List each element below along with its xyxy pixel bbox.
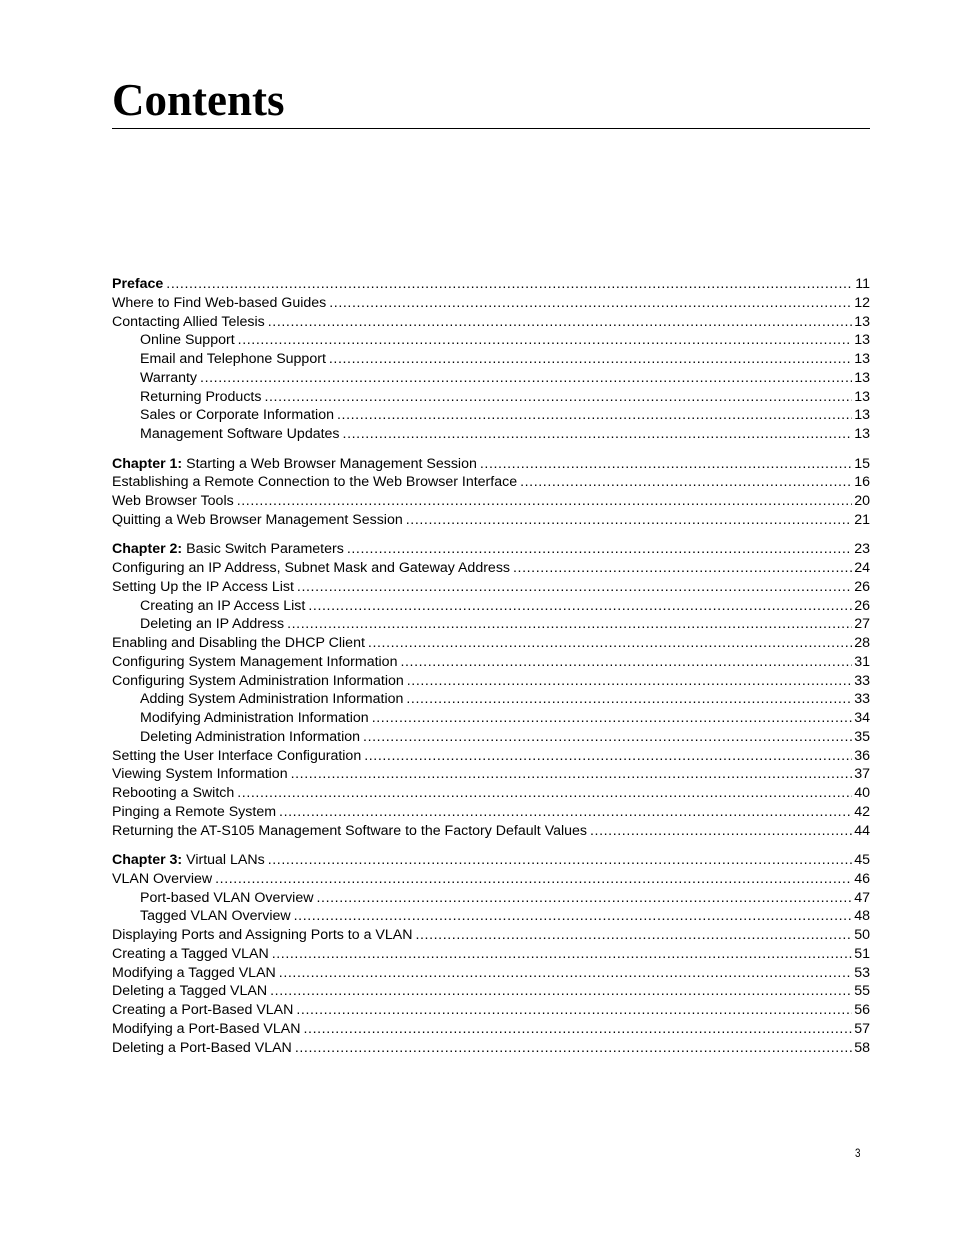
toc-entry-title: [112, 784, 234, 803]
toc-entry-text: Displaying Ports and Assigning Ports to a VLAN: [112, 927, 413, 944]
toc-entry-text: VLAN Overview: [112, 870, 213, 887]
toc-entry-text: Email and Telephone Support: [140, 351, 326, 367]
toc-entry[interactable]: [112, 597, 870, 616]
toc-entry[interactable]: [112, 747, 870, 766]
toc-entry-text: Creating a Port-Based VLAN: [112, 1002, 294, 1019]
dot-leader: [303, 1020, 852, 1039]
toc-entry-text: Configuring System Administration Information: [112, 672, 404, 689]
toc-entry-title: [112, 511, 403, 530]
toc-entry-title: [140, 709, 369, 728]
toc-entry[interactable]: [112, 615, 870, 634]
toc-entry[interactable]: [112, 1020, 870, 1039]
toc-entry-title: [140, 597, 305, 616]
toc-page-number: 42: [854, 803, 870, 820]
dot-leader: [590, 822, 852, 841]
toc-page-number: 46: [854, 870, 870, 887]
toc-entry[interactable]: [112, 672, 870, 691]
toc-entry-title: [140, 406, 334, 425]
toc-entry-title: [112, 1039, 292, 1058]
toc-entry[interactable]: [112, 765, 870, 784]
toc-entry-text: Tagged VLAN Overview: [140, 908, 291, 925]
toc-entry-text: Deleting a Tagged VLAN: [112, 983, 268, 1000]
toc-entry[interactable]: [112, 1039, 870, 1058]
toc-entry-text: Enabling and Disabling the DHCP Client: [112, 635, 365, 652]
toc-page-number: 47: [854, 889, 870, 906]
toc-page-number: 21: [854, 511, 870, 528]
toc-page-number: 53: [854, 964, 870, 981]
dot-leader: [272, 945, 853, 964]
toc-entry-title: [140, 615, 284, 634]
dot-leader: [297, 578, 852, 597]
dot-leader: [400, 653, 852, 672]
dot-leader: [270, 982, 852, 1001]
toc-entry-title: [112, 634, 365, 653]
toc-entry-title: [112, 765, 288, 784]
toc-entry-title: [112, 473, 517, 492]
toc-page-number: 23: [854, 541, 870, 558]
toc-entry[interactable]: [112, 511, 870, 530]
toc-entry-title: [140, 388, 261, 407]
toc-page-number: 56: [854, 1002, 870, 1019]
dot-leader: [264, 388, 852, 407]
toc-page-number: 36: [854, 747, 870, 764]
toc-entry-text: Virtual LANs: [186, 852, 265, 869]
toc-page-number: 16: [854, 474, 870, 491]
toc-entry[interactable]: [112, 907, 870, 926]
toc-entry-title: [112, 672, 404, 691]
toc-section: [112, 275, 870, 444]
dot-leader: [287, 615, 852, 634]
dot-leader: [200, 369, 852, 388]
dot-leader: [372, 709, 853, 728]
toc-entry-text: Where to Find Web-based Guides: [112, 294, 327, 311]
dot-leader: [237, 492, 853, 511]
dot-leader: [268, 851, 853, 870]
toc-entry-text: Viewing System Information: [112, 766, 288, 783]
toc-entry-text: Rebooting a Switch: [112, 785, 235, 802]
toc-entry-title: [140, 889, 313, 908]
toc-entry[interactable]: [112, 388, 870, 407]
toc-entry-text: Warranty: [140, 369, 198, 386]
toc-page-number: 40: [854, 785, 870, 802]
toc-entry-title: [112, 294, 326, 313]
toc-page-number: 44: [854, 822, 870, 839]
toc-entry[interactable]: [112, 982, 870, 1001]
toc-entry[interactable]: [112, 473, 870, 492]
toc-entry-title: [112, 313, 265, 332]
toc-entry[interactable]: [112, 1001, 870, 1020]
toc-entry-text: Pinging a Remote System: [112, 803, 277, 820]
title-divider: [112, 128, 870, 129]
dot-leader: [316, 889, 852, 908]
dot-leader: [406, 690, 852, 709]
toc-page-number: 13: [854, 313, 870, 330]
dot-leader: [513, 559, 852, 578]
toc-entry[interactable]: [112, 803, 870, 822]
dot-leader: [296, 1001, 852, 1020]
toc-entry-text: Quitting a Web Browser Management Session: [112, 511, 403, 528]
toc-entry-text: Creating a Tagged VLAN: [112, 945, 269, 962]
toc-entry[interactable]: [112, 540, 870, 559]
toc-entry-text: Deleting Administration Information: [140, 728, 361, 745]
page-title: Contents: [112, 75, 285, 125]
toc-page-number: 50: [854, 927, 870, 944]
toc-entry-text: Basic Switch Parameters: [186, 541, 344, 558]
toc-entry[interactable]: [112, 822, 870, 841]
toc-page-number: 13: [854, 369, 870, 386]
toc-entry[interactable]: [112, 294, 870, 313]
toc-page-number: 34: [854, 710, 870, 727]
toc-entry[interactable]: [112, 313, 870, 332]
toc-entry-label: Chapter 1:: [112, 455, 183, 472]
toc-entry[interactable]: [112, 964, 870, 983]
toc-page-number: 57: [854, 1020, 870, 1037]
toc-entry-title: [112, 870, 212, 889]
toc-entry[interactable]: [112, 559, 870, 578]
toc-page-number: 51: [854, 945, 870, 962]
toc-entry-title: [112, 540, 344, 559]
dot-leader: [329, 294, 852, 313]
toc-entry-title: [140, 690, 403, 709]
toc-entry-label: Chapter 3:: [112, 852, 183, 869]
dot-leader: [308, 597, 852, 616]
toc-entry-title: [140, 425, 340, 444]
toc-entry[interactable]: [112, 870, 870, 889]
dot-leader: [364, 747, 852, 766]
toc-page-number: 37: [854, 766, 870, 783]
toc-entry[interactable]: [112, 851, 870, 870]
dot-leader: [291, 765, 853, 784]
toc-entry-text: Setting Up the IP Access List: [112, 578, 294, 595]
toc-entry-title: [112, 492, 234, 511]
toc-page-number: 55: [854, 983, 870, 1000]
toc-entry-text: Deleting an IP Address: [140, 616, 285, 633]
toc-entry-text: Contacting Allied Telesis: [112, 313, 265, 330]
dot-leader: [520, 473, 852, 492]
dot-leader: [295, 1039, 852, 1058]
dot-leader: [238, 331, 853, 350]
toc-page-number: 13: [854, 332, 870, 349]
toc-entry-title: [112, 653, 397, 672]
dot-leader: [368, 634, 852, 653]
toc-entry-text: Sales or Corporate Information: [140, 407, 334, 424]
toc-entry-text: Starting a Web Browser Management Session: [186, 455, 477, 472]
toc-entry-text: Modifying a Port-Based VLAN: [112, 1020, 301, 1037]
toc-page-number: 15: [854, 455, 870, 472]
toc-entry[interactable]: [112, 889, 870, 908]
dot-leader: [294, 907, 853, 926]
dot-leader: [337, 406, 852, 425]
toc-entry-title: [112, 747, 361, 766]
toc-entry-text: Web Browser Tools: [112, 493, 234, 510]
toc-entry-text: Online Support: [140, 332, 235, 349]
toc-entry-title: [140, 728, 360, 747]
dot-leader: [215, 870, 852, 889]
toc-entry-text: Modifying Administration Information: [140, 710, 369, 727]
toc-page-number: 13: [854, 351, 870, 367]
toc-entry[interactable]: [112, 653, 870, 672]
toc-entry[interactable]: [112, 578, 870, 597]
toc-entry[interactable]: [112, 492, 870, 511]
toc-entry[interactable]: [112, 690, 870, 709]
toc-entry-text: Adding System Administration Information: [140, 691, 404, 708]
toc-entry-text: Establishing a Remote Connection to the Web Browser Interface: [112, 474, 518, 491]
dot-leader: [415, 926, 852, 945]
toc-section: [112, 851, 870, 1057]
toc-page-number: 13: [854, 388, 870, 405]
toc-page-number: 12: [854, 294, 870, 311]
toc-entry[interactable]: [112, 634, 870, 653]
toc-page-number: 35: [854, 728, 870, 745]
page-number: 3: [855, 1146, 861, 1160]
toc-entry-text: Creating an IP Access List: [140, 597, 306, 614]
toc-entry[interactable]: [112, 728, 870, 747]
toc-entry[interactable]: [112, 455, 870, 474]
toc-entry[interactable]: [112, 784, 870, 803]
toc-entry[interactable]: [112, 331, 870, 350]
dot-leader: [407, 672, 852, 691]
toc-entry[interactable]: [112, 709, 870, 728]
toc-entry-title: [112, 578, 294, 597]
toc-entry-label: Preface: [112, 276, 164, 292]
toc-entry-title: [140, 369, 197, 388]
toc-entry-title: [112, 822, 587, 841]
toc-entry-label: Chapter 2:: [112, 541, 183, 558]
dot-leader: [279, 964, 852, 983]
toc-entry[interactable]: [112, 945, 870, 964]
toc-entry-text: Returning Products: [140, 388, 262, 405]
dot-leader: [279, 803, 852, 822]
toc-page-number: 20: [854, 493, 870, 510]
toc-entry-text: Configuring System Management Information: [112, 653, 398, 670]
toc-entry-title: [112, 559, 510, 578]
toc-page-number: 26: [854, 578, 870, 595]
toc-entry-title: [112, 275, 163, 294]
toc-entry-title: [112, 455, 477, 474]
table-of-contents: [112, 275, 870, 1068]
toc-page-number: 48: [854, 908, 870, 925]
toc-entry-title: [112, 1001, 293, 1020]
dot-leader: [363, 728, 852, 747]
toc-entry-title: [140, 907, 291, 926]
dot-leader: [329, 350, 852, 369]
toc-entry-title: [112, 803, 276, 822]
toc-entry-text: Modifying a Tagged VLAN: [112, 964, 276, 981]
toc-entry-title: [112, 851, 265, 870]
toc-page-number: 27: [854, 616, 870, 633]
toc-entry-text: Port-based VLAN Overview: [140, 889, 314, 906]
toc-entry[interactable]: [112, 350, 870, 369]
toc-entry-title: [140, 350, 326, 369]
toc-entry[interactable]: [112, 275, 870, 294]
toc-page-number: 58: [854, 1039, 870, 1056]
toc-entry-title: [112, 945, 269, 964]
dot-leader: [343, 425, 853, 444]
toc-entry[interactable]: [112, 406, 870, 425]
toc-page-number: 24: [854, 560, 870, 577]
toc-entry-title: [112, 1020, 300, 1039]
toc-page-number: 11: [855, 276, 870, 292]
toc-entry[interactable]: [112, 926, 870, 945]
toc-section: [112, 540, 870, 840]
toc-entry[interactable]: [112, 369, 870, 388]
toc-page-number: 33: [854, 672, 870, 689]
dot-leader: [268, 313, 852, 332]
toc-entry-title: [140, 331, 235, 350]
dot-leader: [166, 275, 853, 294]
toc-page-number: 28: [854, 635, 870, 652]
toc-page-number: 33: [854, 691, 870, 708]
dot-leader: [347, 540, 852, 559]
toc-entry-text: Setting the User Interface Configuration: [112, 747, 362, 764]
dot-leader: [406, 511, 852, 530]
toc-entry-text: Returning the AT-S105 Management Software to the Factory Default Values: [112, 822, 588, 839]
dot-leader: [237, 784, 852, 803]
dot-leader: [480, 455, 852, 474]
toc-page-number: 45: [854, 852, 870, 869]
toc-page-number: 13: [854, 426, 870, 442]
toc-entry-text: Configuring an IP Address, Subnet Mask and Gateway Address: [112, 560, 511, 577]
toc-section: [112, 455, 870, 530]
toc-entry-title: [112, 964, 276, 983]
toc-page-number: 13: [854, 407, 870, 424]
toc-entry-title: [112, 982, 267, 1001]
toc-entry-title: [112, 926, 412, 945]
toc-page-number: 26: [854, 597, 870, 614]
toc-entry[interactable]: [112, 425, 870, 444]
toc-page-number: 31: [854, 653, 870, 670]
toc-entry-text: Deleting a Port-Based VLAN: [112, 1039, 292, 1056]
toc-entry-text: Management Software Updates: [140, 426, 340, 442]
